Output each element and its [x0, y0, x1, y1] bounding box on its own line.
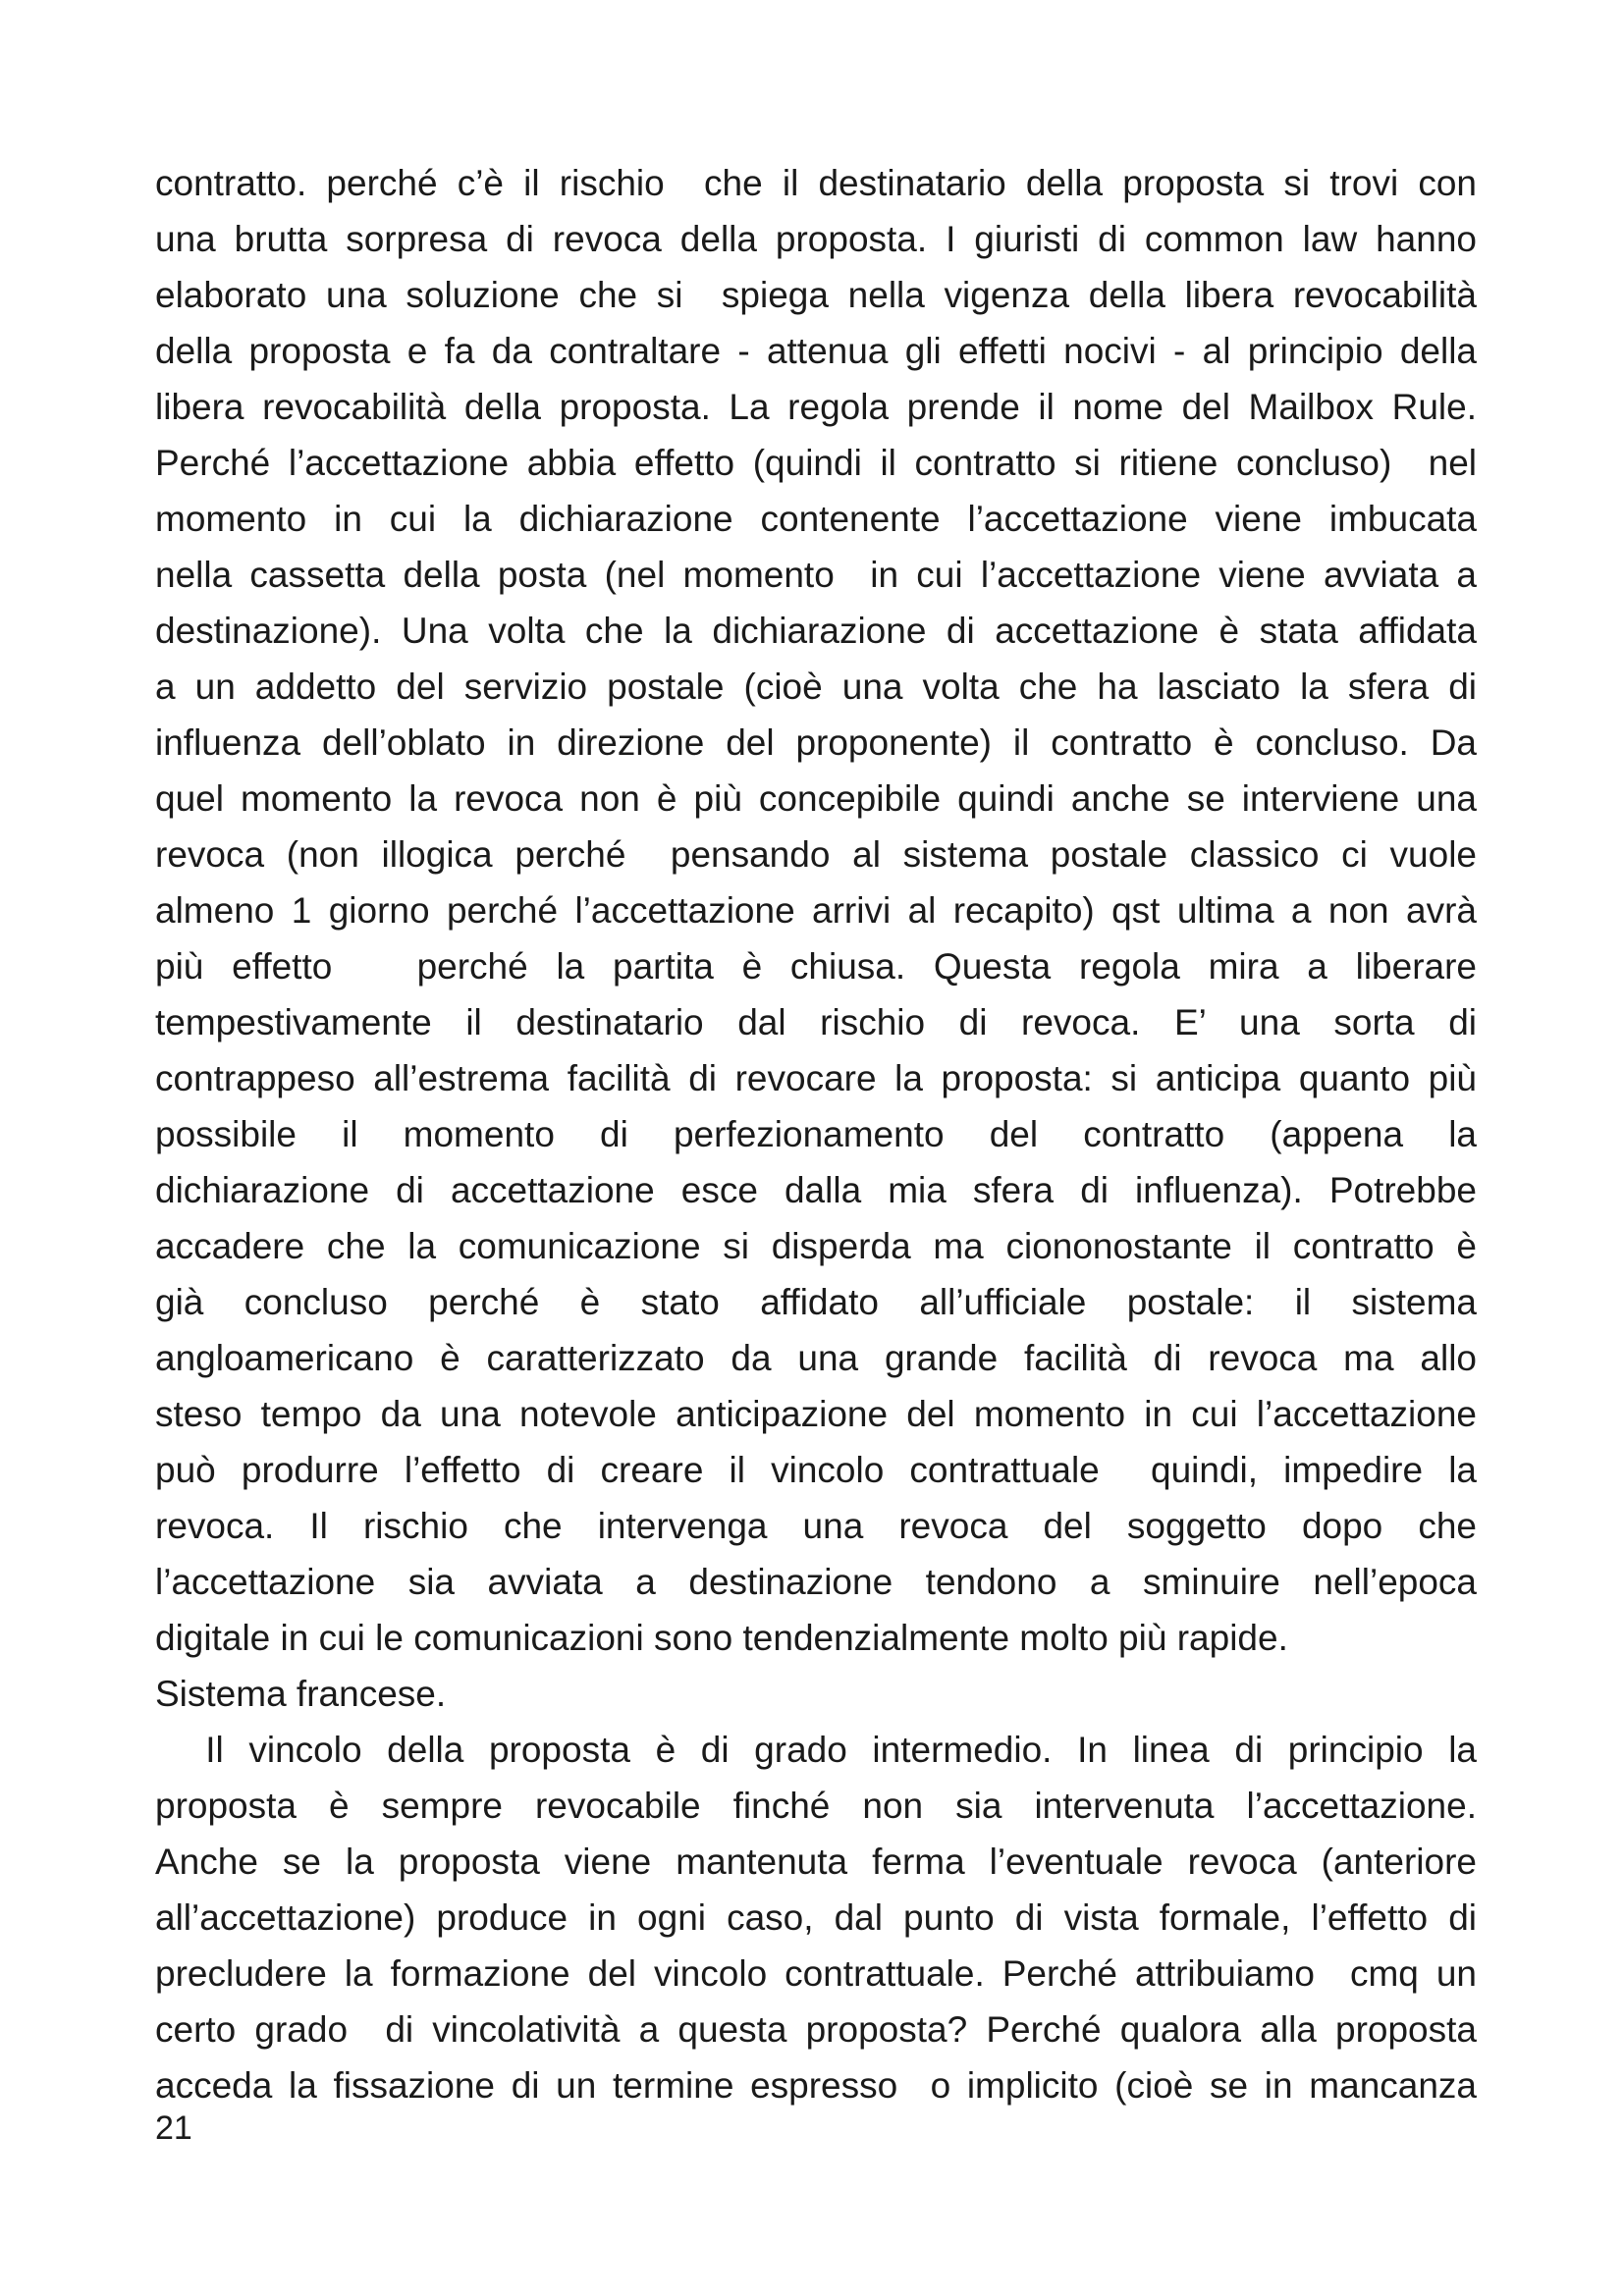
text-line: precludere la formazione del vincolo contrattuale. Perché attribuiamo cmq un [155, 1953, 1477, 1994]
text-line: Anche se la proposta viene mantenuta ferma l’eventuale revoca (anteriore [155, 1842, 1477, 1882]
text-line: steso tempo da una notevole anticipazione del momento in cui l’accettazione [155, 1394, 1477, 1434]
text-line: nella cassetta della posta (nel momento in cui l’accettazione viene avviata a [155, 555, 1477, 595]
text-line: l’accettazione sia avviata a destinazione tendono a sminuire nell’epoca [155, 1562, 1477, 1602]
text-line: quel momento la revoca non è più concepibile quindi anche se interviene una [155, 778, 1477, 819]
text-line: digitale in cui le comunicazioni sono tendenzialmente molto più rapide. [155, 1618, 1288, 1658]
text-line: dichiarazione di accettazione esce dalla mia sfera di influenza). Potrebbe [155, 1170, 1477, 1210]
text-line: tempestivamente il destinatario dal rischio di revoca. E’ una sorta di [155, 1002, 1477, 1042]
text-line: contratto. perché c’è il rischio che il destinatario della proposta si trovi con [155, 163, 1477, 203]
text-line: può produrre l’effetto di creare il vincolo contrattuale quindi, impedire la [155, 1450, 1477, 1490]
text-line: a un addetto del servizio postale (cioè una volta che ha lasciato la sfera di [155, 667, 1477, 707]
text-line: accadere che la comunicazione si disperda ma ciononostante il contratto è [155, 1226, 1477, 1266]
text-line: elaborato una soluzione che si spiega nella vigenza della libera revocabilità [155, 275, 1477, 315]
text-line: Perché l’accettazione abbia effetto (quindi il contratto si ritiene concluso) nel [155, 443, 1477, 483]
text-line: una brutta sorpresa di revoca della proposta. I giuristi di common law hanno [155, 219, 1477, 259]
text-line: certo grado di vincolatività a questa proposta? Perché qualora alla proposta [155, 2009, 1477, 2050]
text-line: acceda la fissazione di un termine espresso o implicito (cioè se in mancanza [155, 2065, 1477, 2106]
text-line: influenza dell’oblato in direzione del proponente) il contratto è concluso. Da [155, 722, 1477, 763]
text-line: revoca. Il rischio che intervenga una revoca del soggetto dopo che [155, 1506, 1477, 1546]
text-line: revoca (non illogica perché pensando al sistema postale classico ci vuole [155, 834, 1477, 875]
text-line: angloamericano è caratterizzato da una grande facilità di revoca ma allo [155, 1338, 1477, 1378]
text-line: proposta è sempre revocabile finché non sia intervenuta l’accettazione. [155, 1786, 1477, 1826]
text-line: della proposta e fa da contraltare - attenua gli effetti nocivi - al principio della [155, 331, 1477, 371]
text-line: all’accettazione) produce in ogni caso, dal punto di vista formale, l’effetto di [155, 1897, 1477, 1938]
text-line: Sistema francese. [155, 1674, 447, 1714]
text-line: momento in cui la dichiarazione contenente l’accettazione viene imbucata [155, 499, 1477, 539]
text-line: contrappeso all’estrema facilità di revocare la proposta: si anticipa quanto più [155, 1058, 1477, 1098]
body-text [155, 155, 1477, 2113]
text-line: possibile il momento di perfezionamento del contratto (appena la [155, 1114, 1477, 1154]
page-number: 21 [155, 2109, 192, 2147]
text-line: almeno 1 giorno perché l’accettazione arrivi al recapito) qst ultima a non avrà [155, 890, 1477, 931]
text-line: già concluso perché è stato affidato all’ufficiale postale: il sistema [155, 1282, 1477, 1322]
text-line: libera revocabilità della proposta. La regola prende il nome del Mailbox Rule. [155, 387, 1477, 427]
text-line: più effetto perché la partita è chiusa. Questa regola mira a liberare [155, 946, 1477, 987]
text-line: Il vincolo della proposta è di grado intermedio. In linea di principio la [155, 1730, 1477, 1770]
text-line: destinazione). Una volta che la dichiarazione di accettazione è stata affidata [155, 611, 1477, 651]
